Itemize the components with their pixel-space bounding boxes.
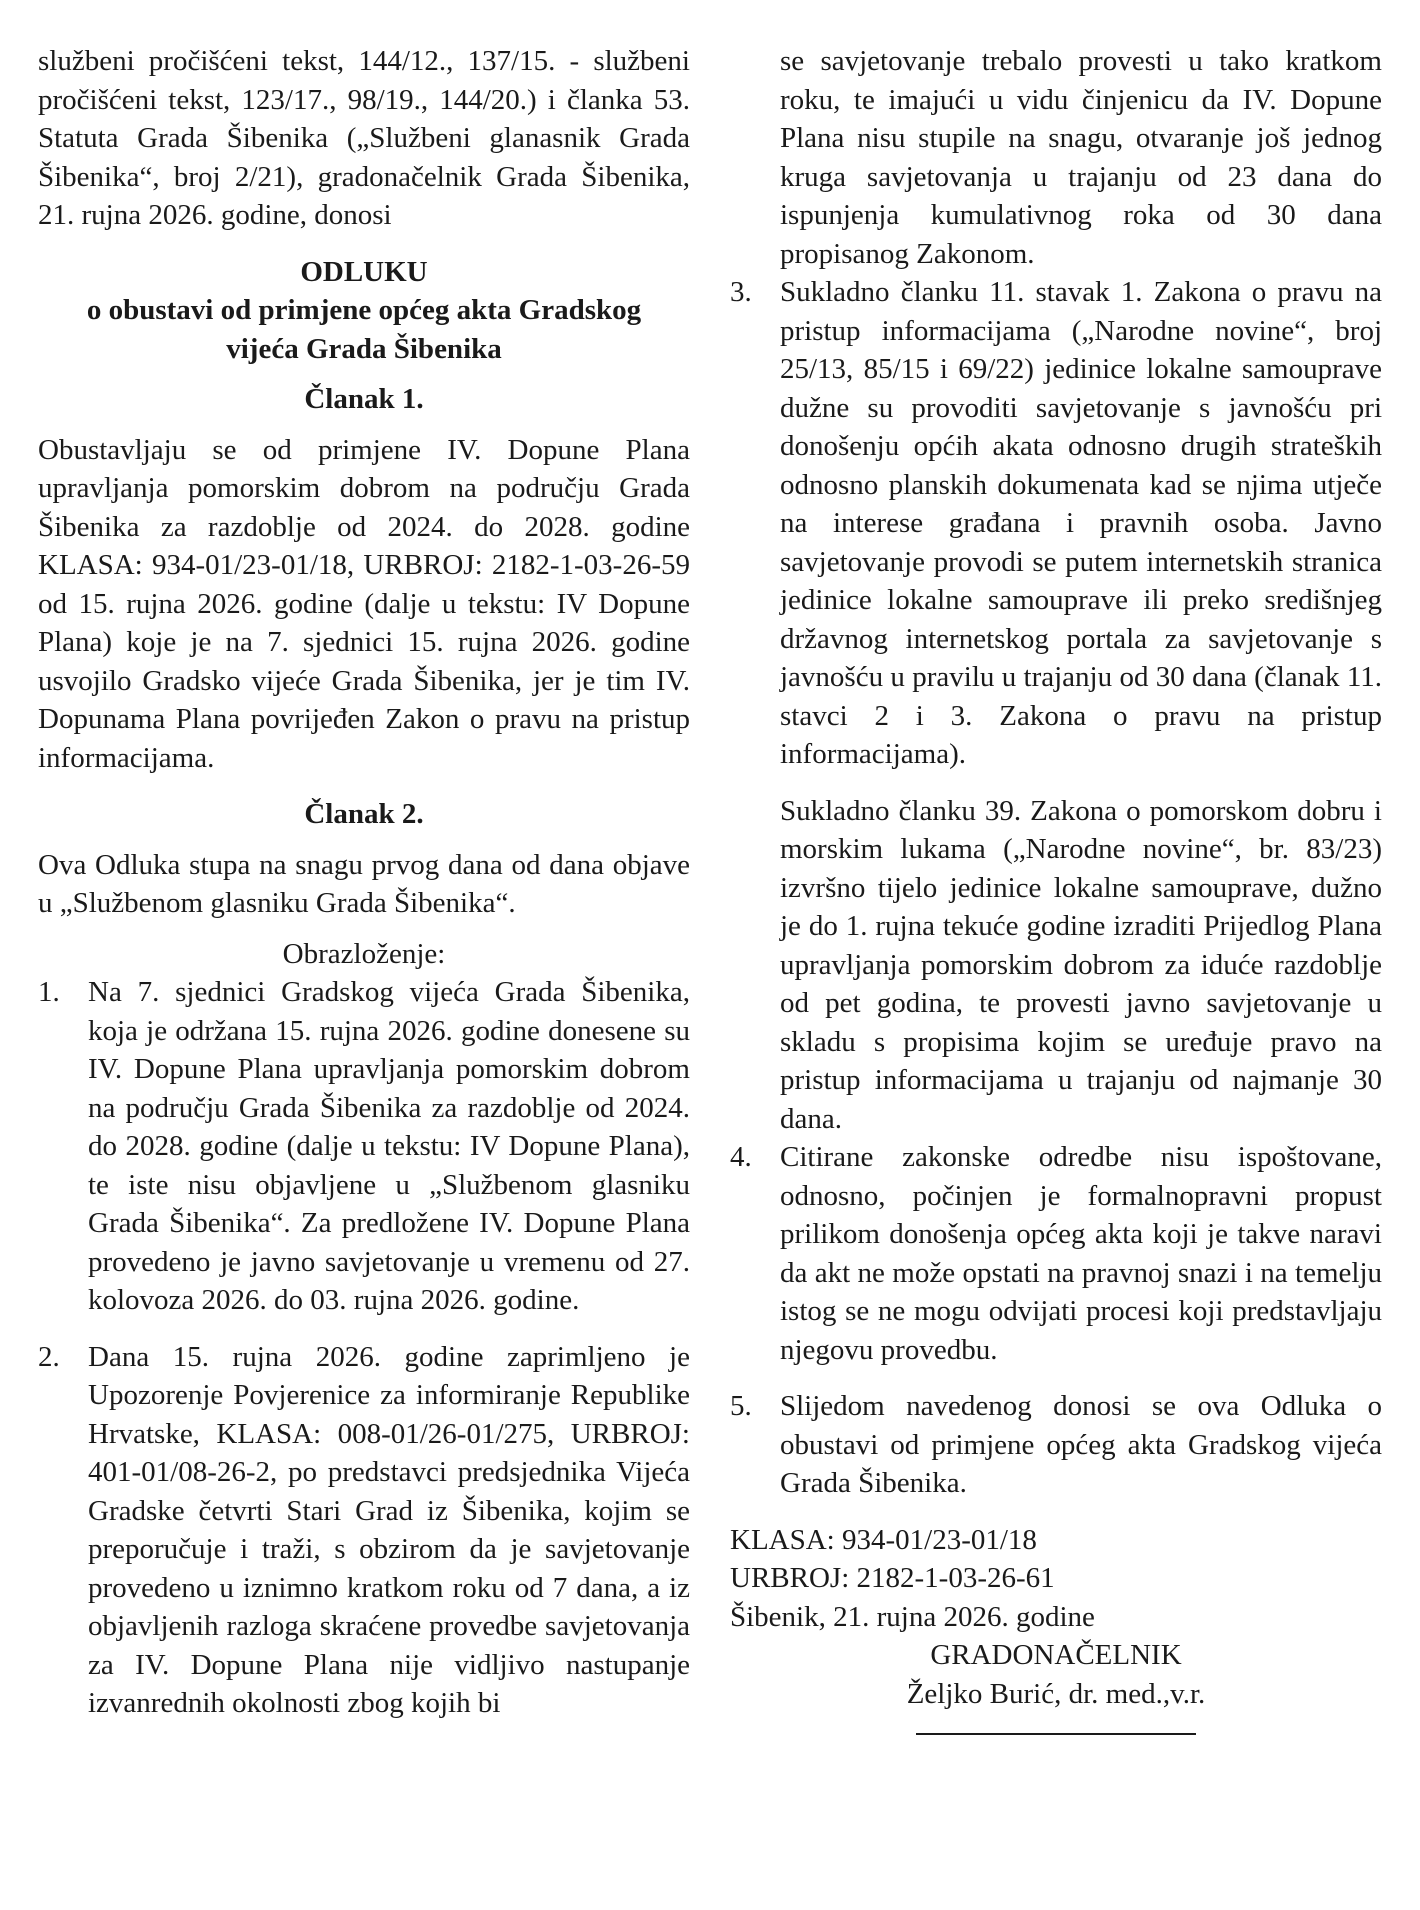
explanation-points-right-2 [730,1138,1382,1503]
explanation-points-right [730,273,1382,774]
point-number: 2. [38,1340,60,1373]
decision-subtitle: o obustavi od primjene općeg akta Gradskog vijeća Grada Šibenika [86,294,642,365]
point-text: Sukladno članku 11. stavak 1. Zakona o pravu na pristup informacijama („Narodne novine“, broj 25/13, 85/15 i 69/22) jedinice lokalne samouprave dužne su provoditi savjetovanje s javnošću pri donošenju općih akata odnosno drugih strateških odnosno planskih dokumenata kad se njima utječe na interese građana i pravnih osoba. Javno savjetovanje provodi se putem internetskih stranica jedinice lokalne samouprave ili preko središnjeg državnog internetskog portala za savjetovanje s javnošću u pravilu u trajanju od 30 dana (članak 11. stavci 2 i 3. Zakona o pravu na pristup informacijama). [780,276,1382,770]
point-2-continuation: se savjetovanje trebalo provesti u tako kratkom roku, te imajući u vidu činjenicu da IV. Dopune Plana nisu stupile na snagu, otvaranje još jednog kruga savjetovanja u trajanju od 23 dana do ispunjenja kumulativnog roka od 30 dana propisanog Zakonom. [780,45,1382,270]
point-number: 5. [730,1390,752,1422]
explanation-point-5 [730,1387,1382,1503]
point-number: 3. [730,276,752,308]
point-3-paragraph-2: Sukladno članku 39. Zakona o pomorskom dobru i morskim lukama („Narodne novine“, br. 83/23) izvršno tijelo jedinice lokalne samouprave, dužno je do 1. rujna tekuće godine izraditi Prijedlog Plana upravljanja pomorskim dobrom za iduće razdoblje od pet godina, te provesti javno savjetovanje u skladu s propisima kojim se uređuje pravo na pristup informacijama u trajanju od najmanje 30 dana. [780,794,1382,1135]
explanation-points-left [38,973,690,1723]
explanation-point-1 [38,973,690,1320]
signatory-title: GRADONAČELNIK [930,1639,1182,1671]
article-1-text: Obustavljaju se od primjene IV. Dopune Plana upravljanja pomorskim dobrom na području Grada Šibenika za razdoblje od 2024. do 2028. godine KLASA: 934-01/23-01/18, URBROJ: 2182-1-03-26-59 od 15. rujna 2026. godine (dalje u tekstu: IV Dopune Plana) koje je na 7. sjednici 15. rujna 2026. godine usvojilo Gradsko vijeće Grada Šibenika, jer je tim IV. Dopunama Plana povrijeđen Zakon o pravu na pristup informacijama. [38,433,690,774]
point-text: Citirane zakonske odredbe nisu ispoštovane, odnosno, počinjen je formalnopravni propust prilikom donošenja općeg akta koji je takve naravi da akt ne može opstati na pravnoj snazi i na temelju istog se ne mogu odvijati procesi koji predstavljaju njegovu provedbu. [780,1141,1382,1366]
document-metadata [730,1521,1382,1637]
right-column [730,42,1382,1735]
point-number: 1. [38,976,60,1008]
explanation-heading: Obrazloženje: [282,937,446,970]
signature-line [916,1719,1196,1735]
explanation-point-2 [38,1338,690,1723]
signature-block [730,1636,1382,1735]
decision-title: ODLUKU [300,255,428,288]
article-1-heading: Članak 1. [304,383,424,415]
explanation-point-3 [730,273,1382,774]
point-text: Slijedom navedenog donosi se ova Odluka o obustavi od primjene općeg akta Gradskog vijeća Grada Šibenika. [780,1390,1382,1499]
point-text: Na 7. sjednici Gradskog vijeća Grada Šibenika, koja je održana 15. rujna 2026. godine donesene su IV. Dopune Plana upravljanja pomorskim dobrom na području Grada Šibenika za razdoblje od 2024. do 2028. godine (dalje u tekstu: IV Dopune Plana), te iste nisu objavljene u „Službenom glasniku Grada Šibenika“. Za predložene IV. Dopune Plana provedeno je javno savjetovanje u vremenu od 27. kolovoza 2026. do 03. rujna 2026. godine. [88,976,690,1316]
signatory-name: Željko Burić, dr. med.,v.r. [906,1677,1206,1710]
article-2-text: Ova Odluka stupa na snagu prvog dana od dana objave u „Službenom glasniku Grada Šibenika“. [38,848,690,919]
place-date-line: Šibenik, 21. rujna 2026. godine [730,1600,1095,1633]
klasa-line: KLASA: 934-01/23-01/18 [730,1523,1037,1556]
point-number: 4. [730,1141,752,1173]
point-text: Dana 15. rujna 2026. godine zaprimljeno je Upozorenje Povjerenice za informiranje Republike Hrvatske, KLASA: 008-01/26-01/275, URBROJ: 401-01/08-26-2, po predstavci predsjednika Vijeća Gradske četvrti Stari Grad iz Šibenika, kojim se preporučuje i traži, s obzirom da je savjetovanje provedeno u iznimno kratkom roku od 7 dana, a iz objavljenih razloga skraćene provedbe savjetovanja za IV. Dopune Plana nije vidljivo nastupanje izvanrednih okolnosti zbog kojih bi [88,1340,690,1719]
explanation-point-4 [730,1138,1382,1369]
intro-paragraph: službeni pročišćeni tekst, 144/12., 137/15. - službeni pročišćeni tekst, 123/17., 98/19., 144/20.) i članka 53. Statuta Grada Šibenika („Službeni glanasnik Grada Šibenika“, broj 2/21), gradonačelnik Grada Šibenika, 21. rujna 2026. godine, donosi [38,45,690,231]
urbroj-line: URBROJ: 2182-1-03-26-61 [730,1562,1055,1594]
left-column [38,42,690,1723]
article-2-heading: Članak 2. [304,798,424,830]
